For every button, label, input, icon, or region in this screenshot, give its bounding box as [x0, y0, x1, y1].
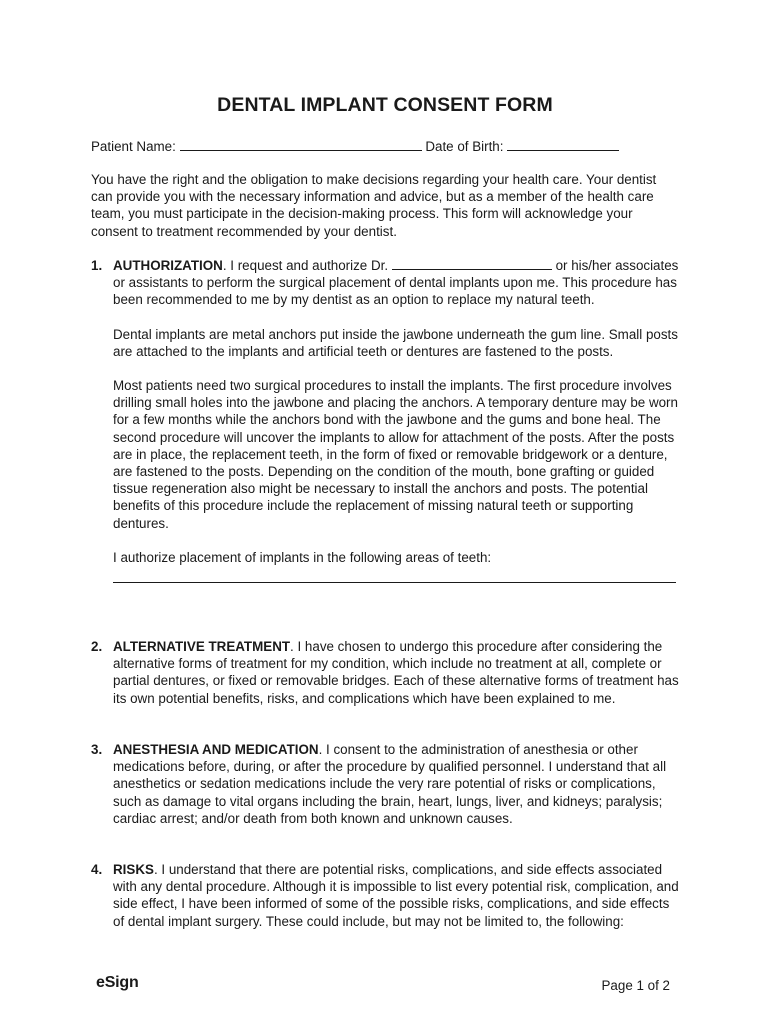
patient-name-label: Patient Name: — [91, 139, 176, 154]
implant-description-paragraph: Dental implants are metal anchors put inside the jawbone underneath the gum line. Small posts are attached to the implants and artificial teeth or dentures are fastened to the posts. — [113, 326, 678, 359]
patient-name-field[interactable] — [180, 138, 422, 151]
dentist-name-field[interactable] — [392, 257, 552, 270]
section-number: 4. — [91, 862, 103, 877]
esign-logo: eSign — [96, 974, 139, 991]
section-risks — [91, 861, 681, 947]
patient-info-line — [91, 138, 619, 154]
authorization-continued-text: or his/her associates or assistants to perform the surgical placement of dental implants upon me. This procedure has been recommended to me by my dentist as an option to replace my natural teeth. — [113, 258, 679, 308]
document-title: DENTAL IMPLANT CONSENT FORM — [217, 94, 553, 116]
teeth-areas-field[interactable] — [113, 570, 676, 583]
section-number: 3. — [91, 742, 103, 757]
authorization-lead-text: . I request and authorize Dr. — [222, 258, 389, 273]
date-of-birth-label: Date of Birth: — [425, 139, 504, 154]
section-number: 1. — [91, 258, 103, 273]
intro-paragraph: You have the right and the obligation to make decisions regarding your health care. Your dentist can provide you with the necessary information and advice, but as a member of the health care team, you must participate in the decision-making process. This form will acknowledge your consent to treatment recommended by your dentist. — [91, 172, 657, 239]
section-heading: AUTHORIZATION — [113, 258, 223, 273]
date-of-birth-field[interactable] — [507, 138, 619, 151]
page-number: Page 1 of 2 — [601, 978, 670, 993]
section-heading: ANESTHESIA AND MEDICATION — [113, 742, 319, 757]
authorization-paragraph — [113, 257, 681, 309]
section-text: . I consent to the administration of anesthesia or other medications before, during, or after the procedure by qualified personnel. I understand that all anesthetics or sedation medications include the very rare potential of risks or complications, such as damage to vital organs including the brain, heart, lungs, liver, and kidneys; paralysis; cardiac arrest; and/or death from both known and unknown causes. — [113, 742, 667, 826]
section-anesthesia — [91, 741, 681, 844]
section-alternative-treatment — [91, 638, 681, 724]
alternative-treatment-paragraph — [113, 638, 681, 707]
section-text: . I understand that there are potential risks, complications, and side effects associated with any dental procedure. Although it is impossible to list every potential risk, complication, and side effect, I have been informed of some of the possible risks, complications, and side effects of dental implant surgery. These could include, but may not be limited to, the following: — [113, 862, 679, 929]
anesthesia-paragraph — [113, 741, 681, 827]
teeth-areas-label: I authorize placement of implants in the following areas of teeth: — [113, 549, 492, 565]
section-text: . I have chosen to undergo this procedure after considering the alternative forms of treatment for my condition, which include no treatment at all, complete or partial dentures, or fixed or removable bridges. Each of these alternative forms of treatment has its own potential benefits, risks, and complications which have been explained to me. — [113, 639, 679, 706]
section-number: 2. — [91, 639, 103, 654]
risks-paragraph — [113, 861, 681, 930]
procedure-description-paragraph: Most patients need two surgical procedures to install the implants. The first procedure involves drilling small holes into the jawbone and placing the anchors. A temporary denture may be worn for a few months while the anchors bond with the jawbone and the gums and bone heal. The second procedure will uncover the implants to allow for attachment of the posts. After the posts are in place, the replacement teeth, in the form of fixed or removable bridgework or a denture, are fastened to the posts. Depending on the condition of the mouth, bone grafting or guided tissue regeneration also might be necessary to install the anchors and posts. The potential benefits of this procedure include the replacement of missing natural teeth or supporting dentures. — [113, 378, 678, 531]
section-heading: RISKS — [113, 862, 154, 877]
section-authorization — [91, 257, 681, 583]
section-heading: ALTERNATIVE TREATMENT — [113, 639, 291, 654]
